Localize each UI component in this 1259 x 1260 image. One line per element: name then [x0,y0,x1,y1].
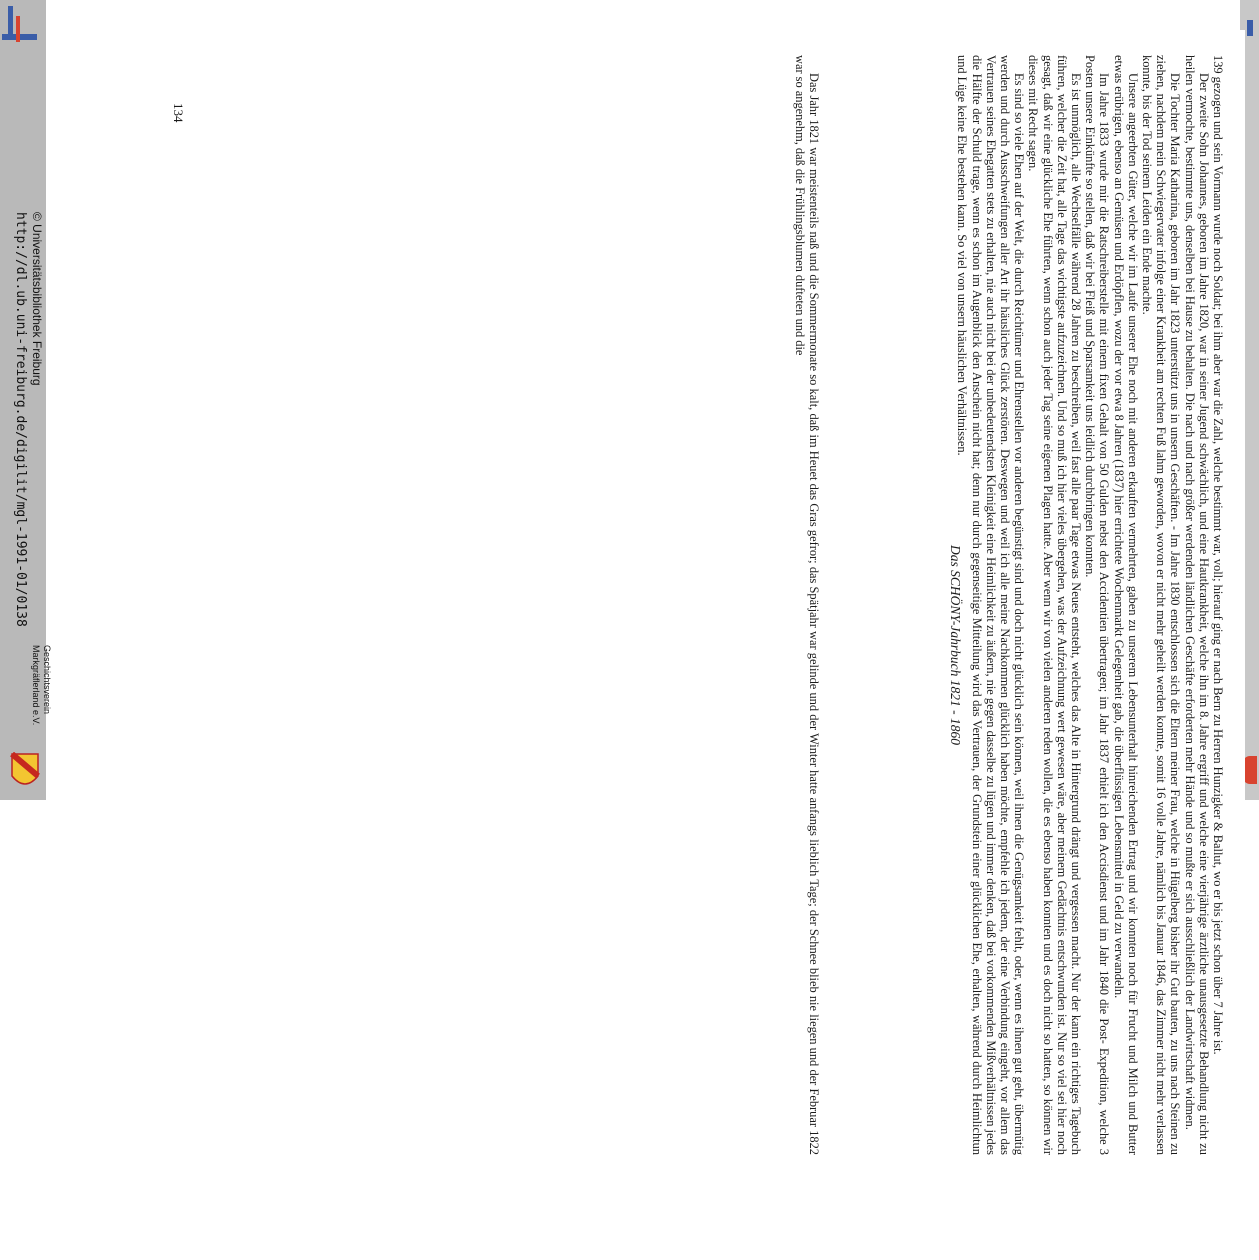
running-head: Das SCHÖNY-Jahrbuch 1821 - 1860 [948,545,963,745]
body-text-section-2 [793,55,821,1155]
archive-credit: © Universitätsbibliothek Freiburg [30,212,44,386]
society-name-line1: Geschichtsverein [42,645,52,715]
paragraph: Es ist unmöglich, alle Wechselfälle während 28 Jahren zu beschreiben, weil fast alle paar Tage etwas Neues entsteht, welches das Alte in Hintergrund drängt und vergessen macht. Nur der kann ein richtiges Tagebuch führen, welcher die Zeit hat, alle Tage das wichtigste aufzuzeichnen. Und so muß ich hier vieles übergehen, was der Aufzeichnung wert gewesen wäre, aber meinem Gedächtnis entschwunden ist. Nur so viel sei hier noch gesagt, daß wir eine glückliche Ehe führten, wenn schon auch jeder Tag seine eigenen Plagen hatte. Aber wenn wir von vielen anderen reden wollen, die es ebenso haben konnten und es doch nicht so hatten, so können wir dieses mit Recht sagen. [1026,55,1083,1155]
body-text-section-1 [955,55,1225,1155]
library-logo-icon[interactable] [2,6,42,46]
scanned-page [90,30,1245,1260]
paragraph: Der zweite Sohn Johannes, geboren im Jahre 1820, war in seiner Jugend schwächlich, und eine Hautkrankheit, welche ihn im 8. Jahre ergriff und welche eine vierjährige ärztliche unausgesetzte Behandlung nicht zu heilen vermochte, bestimmte uns, denselben bei Hause zu behalten. Die nach und nach größer werdenden ländlichen Geschäfte erforderten mehr Hände und so mußte er sich ausschließlich der Landwirtschaft widmen. [1182,55,1211,1155]
paragraph: 139 gezogen und sein Vormann wurde noch Soldat; bei ihm aber war die Zahl, welche bestimmt war, voll; hierauf ging er nach Bern zu Herren Hunzigker & Ballut, wo er bis jetzt schon über 7 Jahre ist. [1211,55,1225,1055]
paragraph: Unsere angeerbten Güter, welche wir im Laufe unserer Ehe noch mit anderen erkauften vermehrten, gaben zu unserem Lebensunterhalt hinreichenden Ertrag und wir konnten noch für Frucht und Milch und Butter etwas erübrigen, ebenso an Gemüsen und Erdöpflen, wozu der vor etwa 8 Jahren (1837) hier errichtete Wochenmarkt Gelegenheit gab, die überflüssigen Lebensmittel in Geld zu verwandeln. [1111,55,1140,1155]
paragraph: Im Jahre 1833 wurde mir die Ratschreiberstelle mit einem fixen Gehalt von 50 Gulden nebst den Accidentien übertragen; im Jahr 1837 erhielt ich den Accisdienst und im Jahr 1840 die Post- Expedition, welche 3 Posten unsere Einkünfte so stellen, daß wir bei Fleiß und Sparsamkeit uns leidlich durchbringen konnten. [1083,55,1112,1155]
paragraph: Die Tochter Maria Katharina, geboren im Jahr 1823 unterstützt uns in unsern Geschäften. - Im Jahre 1830 entschlossen sich die Eltern meiner Frau, welche in Hügelberg bisher ihr Gut bauten, zu uns nach Steinen zu ziehen, nachdem mein Schwiegervater infolge einer Krankheit am rechten Fuß lahm geworden, wovon er nicht mehr geheilt werden konnte, somit 16 volle Jahre, nämlich bis Januar 1846, das Zimmer nicht mehr verlassen konnte, bis der Tod seinem Leiden ein Ende machte. [1139,55,1183,1155]
society-name [30,645,52,765]
page-number: 134 [171,103,186,123]
society-name-line2: Markgräflerland e.V. [31,645,41,726]
crest-partial-icon [1243,756,1257,784]
paragraph: Es sind so viele Ehen auf der Welt, die durch Reichtümer und Ehrenstellen vor anderen begünstigt sind und doch nicht glücklich sein können, weil ihnen die Genügsamkeit fehlt, oder, wenn es ihnen gut geht, übermütig werden und durch Ausschweifungen aller Art ihr häusliches Glück zerstören. Deswegen und weil ich alle meine Nachkommen glücklich haben möchte, empfehle ich jedem, der eine Verbindung eingeht, vor allem das Vertrauen seines Ehegatten stets zu erhalten, nie auch nicht bei der unbedeutendsten Kleinigkeit eine Heimlichkeit zu äußern, nie gegen dasselbe zu lügen und immer denken, daß bei vorkommenden Mißverhältnissen jedes die Hälfte der Schuld trage, wenn es schon im Augenblick den Anschein nicht hat; denn nur durch gegenseitige Mitteilung wird das Vertrauen, der Grundstein einer glücklichen Ehe, erhalten, während durch Heimlichtun und Lüge keine Ehe bestehen kann. So viel von unsern häuslichen Verhältnissen. [955,55,1027,1155]
document-url[interactable]: http://dl.ub.uni-freiburg.de/digilit/mgl-1991-01/0138 [13,212,28,627]
nav-marker-icon[interactable] [1247,20,1253,36]
paragraph: Das Jahr 1821 war meistenteils naß und die Sommermonate so kalt, daß im Heuet das Gras gefror; das Spätjahr war gelinde und der Winter hatte anfangs lieblich Tage; der Schnee blieb nie liegen und der Februar 1822 war so angenehm, daß die Frühlingsblumen dufteten und die [792,55,821,1155]
